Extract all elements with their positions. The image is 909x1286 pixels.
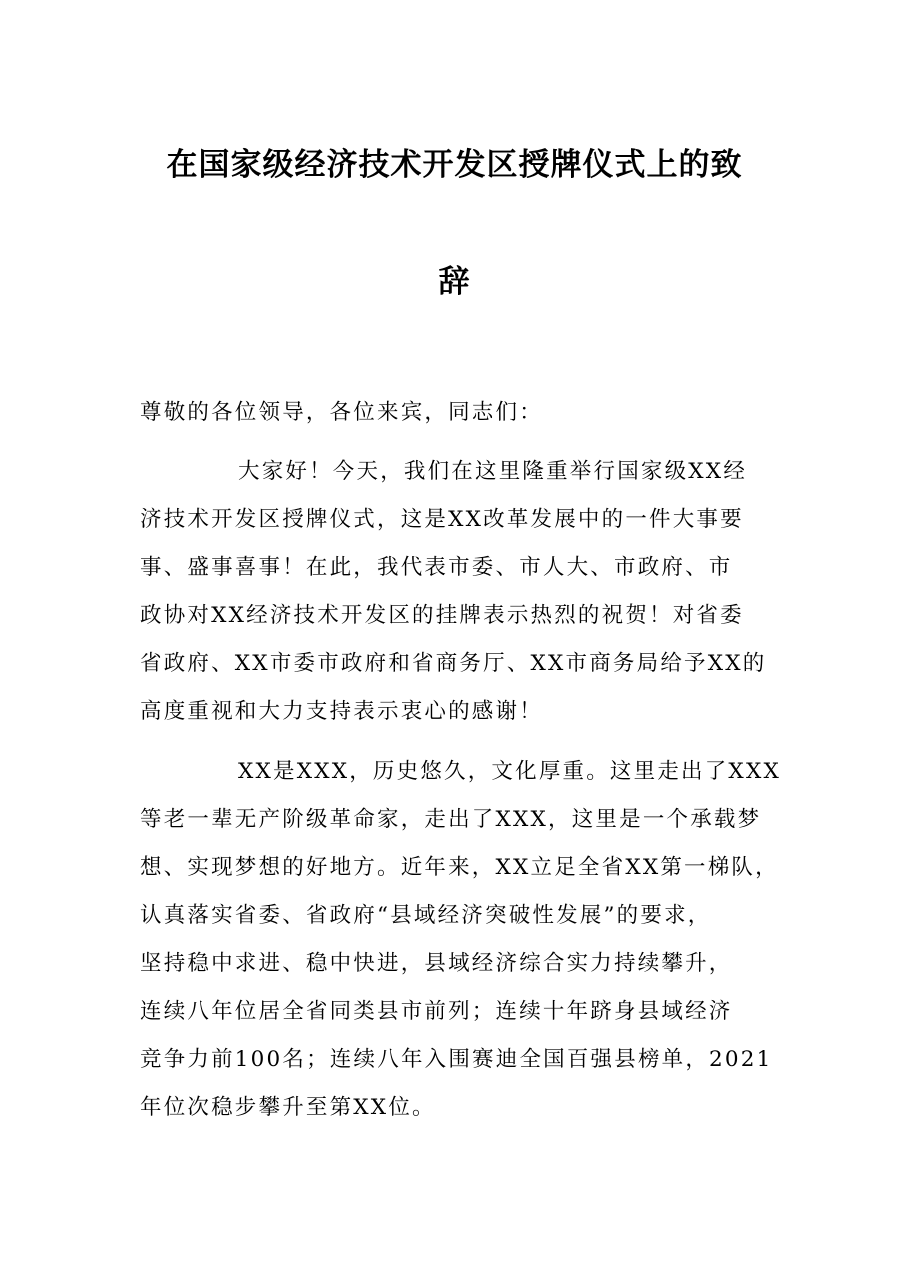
paragraph-line: 政协对XX经济技术开发区的挂牌表示热烈的祝贺！对省委	[140, 603, 744, 628]
paragraph-line: 坚持稳中求进、稳中快进，县域经济综合实力持续攀升，	[140, 951, 733, 976]
paragraph-line: 高度重视和大力支持表示衷心的感谢！	[140, 699, 543, 724]
paragraph-line: 省政府、XX市委市政府和省商务厅、XX市商务局给予XX的	[140, 651, 767, 676]
paragraph-line: 竞争力前100名；连续八年入围赛迪全国百强县榜单，2021	[140, 1047, 773, 1072]
paragraph-line: 事、盛事喜事！在此，我代表市委、市人大、市政府、市	[140, 555, 733, 580]
paragraph-line: 连续八年位居全省同类县市前列；连续十年跻身县域经济	[140, 999, 733, 1024]
paragraph-line: XX是XXX，历史悠久，文化厚重。这里走出了XXX	[238, 759, 781, 784]
paragraph-line: 认真落实省委、省政府“县域经济突破性发展”的要求，	[140, 903, 712, 928]
paragraph-line: 大家好！今天，我们在这里隆重举行国家级XX经	[238, 459, 748, 484]
paragraph-line: 年位次稳步攀升至第XX位。	[140, 1095, 436, 1120]
document-title-line-1: 在国家级经济技术开发区授牌仪式上的致	[166, 147, 743, 183]
document-title-line-2: 辞	[438, 264, 471, 300]
salutation: 尊敬的各位领导，各位来宾，同志们：	[140, 400, 543, 425]
paragraph-line: 等老一辈无产阶级革命家，走出了XXX，这里是一个承载梦	[140, 807, 762, 832]
paragraph-line: 济技术开发区授牌仪式，这是XX改革发展中的一件大事要	[140, 507, 744, 532]
paragraph-line: 想、实现梦想的好地方。近年来，XX立足全省XX第一梯队，	[140, 855, 779, 880]
